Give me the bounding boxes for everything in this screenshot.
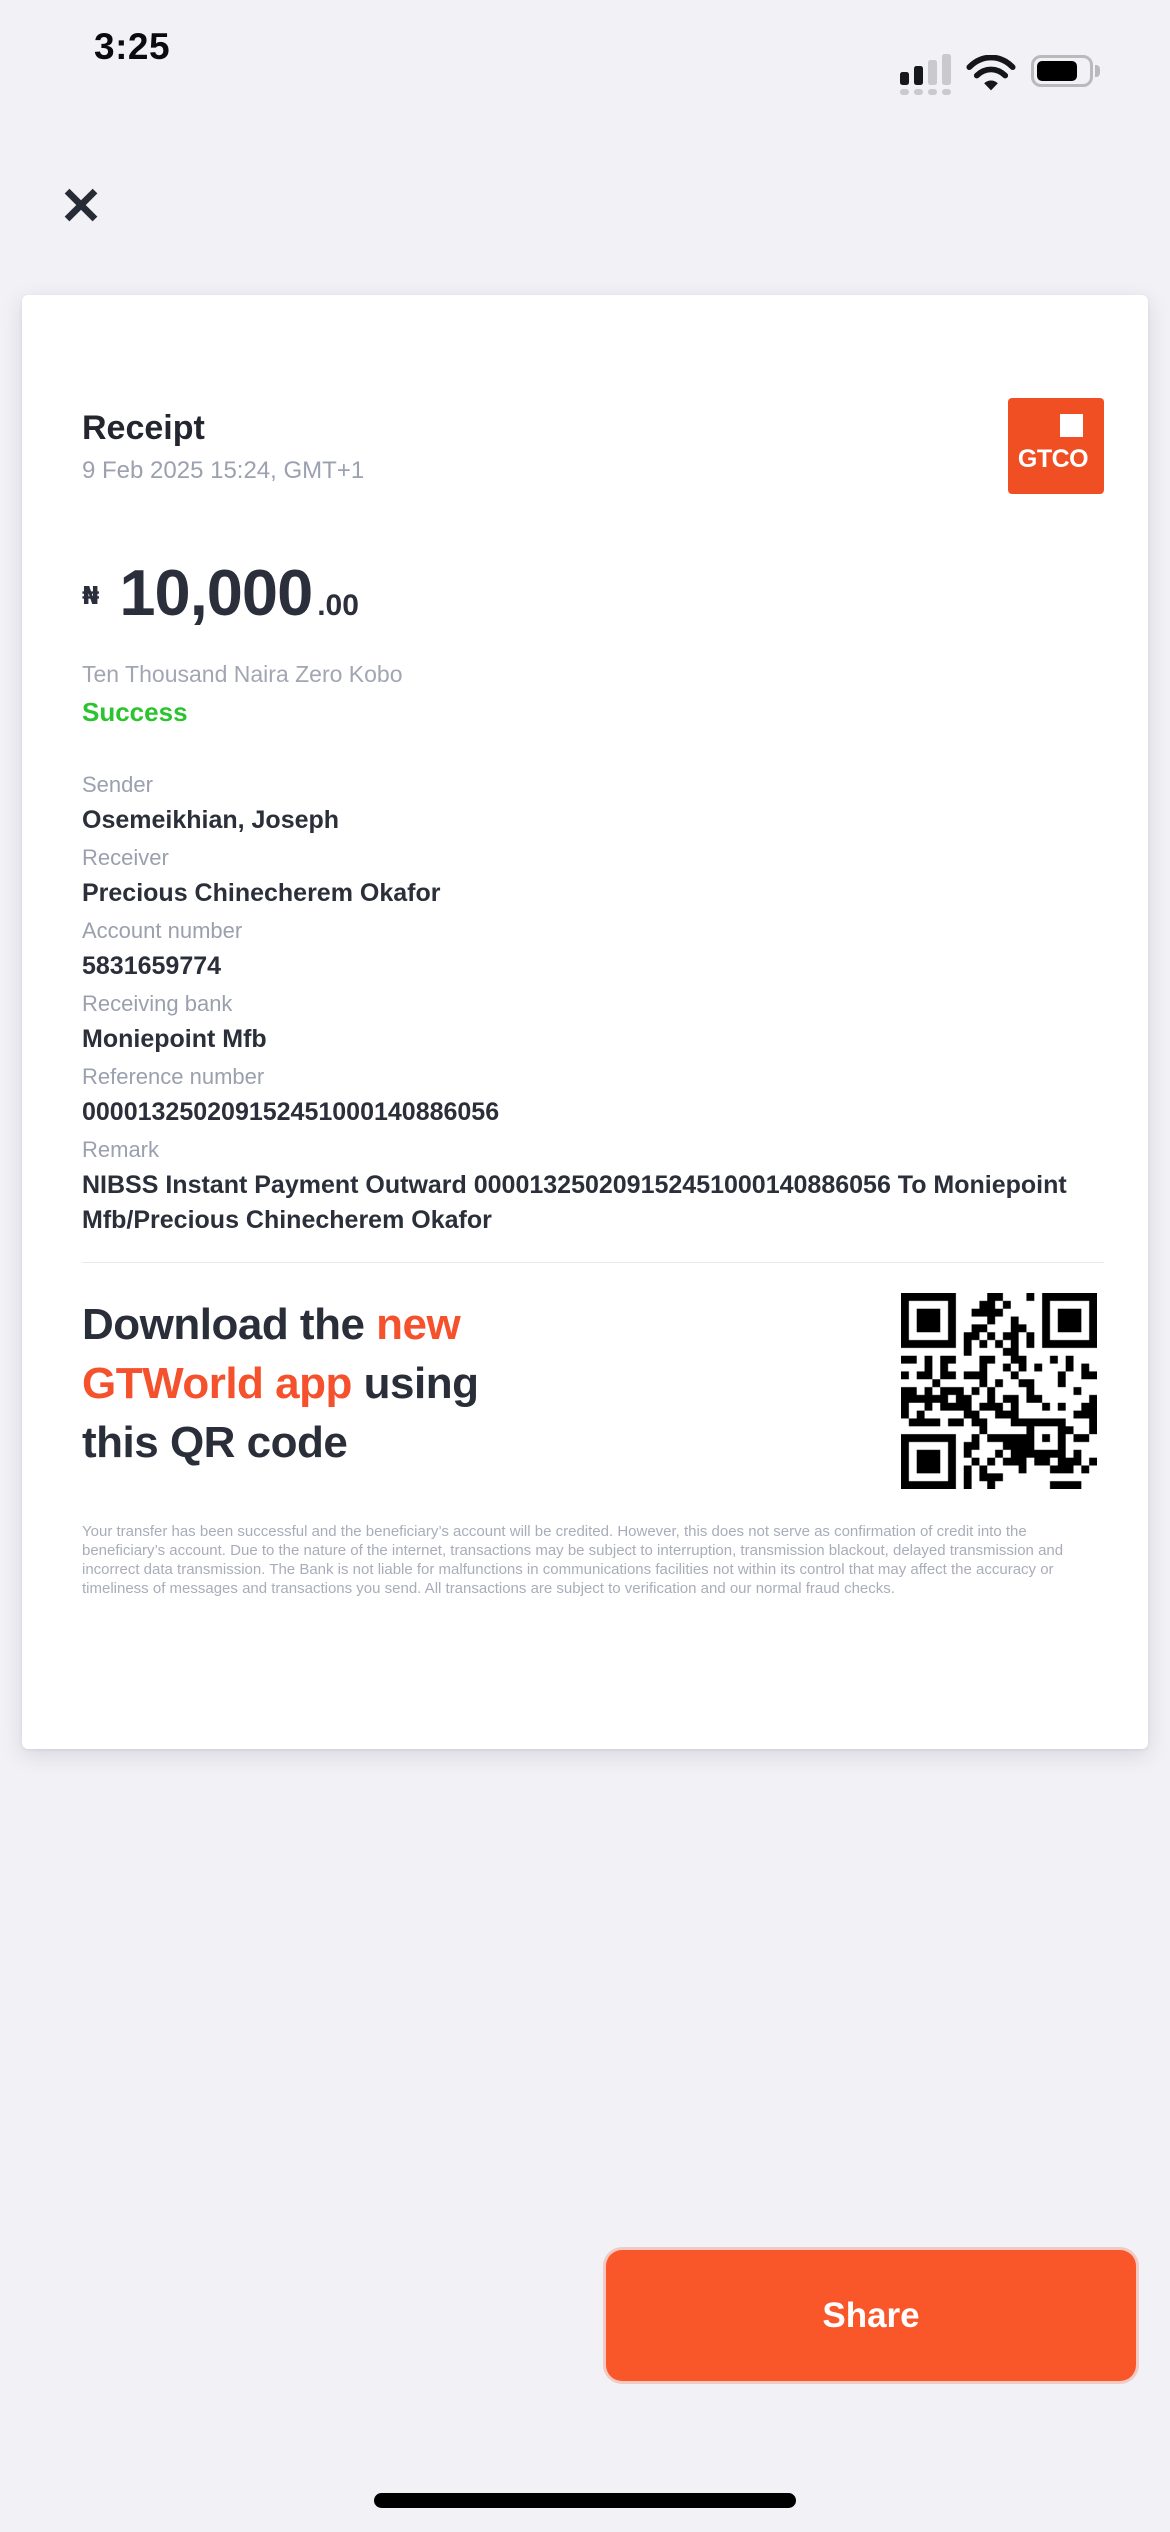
- close-button[interactable]: ✕: [56, 182, 106, 232]
- battery-icon: [1031, 55, 1093, 87]
- field-label: Remark: [82, 1137, 160, 1162]
- promo-heading-segment: GTWorld app: [82, 1359, 352, 1408]
- field-value: NIBSS Instant Payment Outward 000013250209152451000140886056 To Moniepoint Mfb/Precious Chinecherem Okafor: [82, 1171, 1067, 1234]
- amount-in-words: Ten Thousand Naira Zero Kobo: [82, 661, 403, 687]
- gtco-logo-text: GTCO: [1017, 445, 1089, 473]
- field-account-number: [82, 918, 1100, 984]
- status-badge: Success: [82, 697, 188, 727]
- field-label: Account number: [82, 918, 243, 943]
- receipt-datetime: 9 Feb 2025 15:24, GMT+1: [82, 457, 365, 484]
- field-sender: [82, 772, 1100, 838]
- disclaimer-text: Your transfer has been successful and the beneficiary’s account will be credited. However, this does not serve as confirmation of credit into the beneficiary’s account. Due to the nature of the internet, transactions may be subject to interruption, transmission blackout, delayed transmission and incorrect data transmission. The Bank is not liable for malfunctions in communications facilities not within its control that may affect the accuracy or timeliness of messages and transactions you send. All transactions are subject to verification and our normal fraud checks.: [82, 1523, 1064, 1597]
- field-receiving-bank: [82, 991, 1100, 1057]
- promo-heading: [82, 1295, 872, 1472]
- gtco-logo: [1008, 398, 1104, 494]
- field-label: Receiver: [82, 845, 169, 870]
- field-value: 000013250209152451000140886056: [82, 1098, 500, 1126]
- field-label: Receiving bank: [82, 991, 233, 1016]
- share-button[interactable]: Share: [606, 2250, 1136, 2381]
- field-label: Reference number: [82, 1064, 265, 1089]
- cellular-signal-icon: [900, 54, 951, 95]
- amount-decimals: .00: [317, 589, 359, 622]
- gtco-logo-square: [1060, 414, 1083, 437]
- amount: [82, 555, 359, 630]
- field-receiver: [82, 845, 1100, 911]
- wifi-icon: [966, 55, 1016, 98]
- field-value: Precious Chinecherem Okafor: [82, 879, 441, 907]
- receipt-title: Receipt: [82, 409, 205, 447]
- field-remark: [82, 1137, 1100, 1238]
- home-indicator[interactable]: [374, 2493, 796, 2508]
- receipt-card: [22, 295, 1148, 1749]
- field-reference-number: [82, 1064, 1100, 1130]
- promo-heading-segment: using: [351, 1359, 479, 1408]
- promo-heading-segment: new: [376, 1300, 461, 1349]
- amount-main: 10,000: [119, 556, 313, 629]
- status-icons: [900, 54, 1093, 98]
- naira-symbol: ₦: [82, 581, 100, 610]
- section-divider: [82, 1262, 1104, 1263]
- field-label: Sender: [82, 772, 153, 797]
- status-time: 3:25: [94, 26, 171, 67]
- promo-heading-segment: Download the: [82, 1300, 377, 1349]
- field-value: Moniepoint Mfb: [82, 1025, 267, 1053]
- promo-heading-segment: this QR code: [82, 1418, 348, 1467]
- qr-code: [901, 1293, 1097, 1489]
- field-value: Osemeikhian, Joseph: [82, 806, 340, 834]
- field-value: 5831659774: [82, 952, 222, 980]
